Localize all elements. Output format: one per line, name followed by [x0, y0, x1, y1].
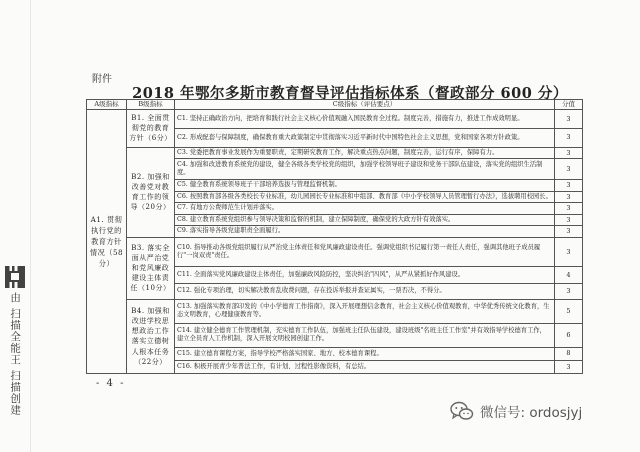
c-level-cell: C11. 全面落实党风廉政建设主体责任，加强廉政风险防控，坚决纠治"四风"，从严从紧抓好作风建设。: [175, 267, 555, 283]
qr-code-icon: [5, 266, 25, 288]
score-cell: 6: [555, 323, 583, 347]
b-level-cell: B3. 落实全面从严治党和党风廉政建设主体责任（10分）: [127, 237, 175, 299]
c-level-cell: C5. 健全教育系统领导班子干部培养选拔与管理监督机制。: [175, 180, 555, 191]
scanner-caption: 由 扫描全能王 扫描创建: [9, 292, 22, 416]
score-cell: 8: [555, 347, 583, 360]
c-level-cell: C16. 积极开展青少年普法工作，有计划、过程性影像资料，有总结。: [175, 360, 555, 373]
score-cell: 3: [555, 360, 583, 373]
document-title: 2018 年鄂尔多斯市教育督导评估指标体系（督政部分 600 分）: [132, 85, 568, 102]
score-cell: 4: [555, 267, 583, 283]
table-row: [87, 110, 583, 129]
a-level-cell: A1. 贯彻执行党的教育方针情况（58分）: [87, 110, 127, 374]
c-level-cell: C15. 建立德育课程方案，指导学校严格落实国家、地方、校本德育课程。: [175, 347, 555, 360]
attachment-label: 附件: [92, 74, 112, 85]
header-a-level: A级指标: [87, 100, 127, 110]
score-cell: 3: [555, 110, 583, 129]
header-b-level: B级指标: [127, 100, 175, 110]
c-level-cell: C12. 强化专项治理，切实解决教育乱收费问题，存在投诉举报并查证属实，一票否决，不得分。: [175, 283, 555, 299]
header-score: 分值: [555, 100, 583, 110]
watermark-text: 微信号: ordosjyj: [480, 405, 583, 421]
c-level-cell: C8. 建立教育系统党组织参与领导决策和监督的机制，建立保障制度，确保党的大政方针有效落实。: [175, 214, 555, 225]
c-level-cell: C4. 加强和改进教育系统党的建设，健全各级各类学校党的组织，加强学校领导班子建设和党务干部队伍建设，落实党的组织生活制度。: [175, 159, 555, 180]
score-cell: 3: [555, 283, 583, 299]
c-level-cell: C1. 坚持正确政治方向，把培育和践行社会主义核心价值观融入国民教育全过程。制度完善，措施有力，推进工作成效明显。: [175, 110, 555, 129]
score-cell: 3: [555, 180, 583, 191]
page-number: - 4 -: [96, 378, 126, 389]
b-level-cell: B2. 加强和改善党对教育工作的领导（20分）: [127, 147, 175, 237]
c-level-cell: C2. 形成配套与保障制度，确保教育重大政策制定中贯彻落实习近平新时代中国特色社会主义思想，党和国家各项方针政策。: [175, 128, 555, 147]
c-level-cell: C6. 按照教育部各级各类校长专业标准，幼儿园园长专业标准和中组部、教育部《中小学校领导人员管理暂行办法》，选拔聘用校园长。: [175, 191, 555, 202]
indicator-table: [86, 99, 583, 374]
c-level-cell: C13. 加强落实教育部印发的《中小学德育工作指南》，深入开展理想信念教育，社会主义核心价值观教育，中华优秀传统文化教育，生态文明教育，心理健康教育等。: [175, 299, 555, 323]
score-cell: 3: [555, 226, 583, 237]
table-header-row: [87, 100, 583, 110]
wechat-watermark: [450, 400, 582, 422]
c-level-cell: C9. 落实指导各级党建职责全面履行。: [175, 226, 555, 237]
score-cell: 3: [555, 159, 583, 180]
score-cell: 5: [555, 299, 583, 323]
wechat-bubble-icon: [450, 400, 474, 422]
b-level-cell: B1. 全面贯彻党的教育方针（6分）: [127, 110, 175, 148]
c-level-cell: C14. 建立健全德育工作管理机制，充实德育工作队伍，加强班主任队伍建设，建设班级"名班主任工作室"并有效指导学校德育工作，建立全员育人工作机制，深入开展文明校园创建工作。: [175, 323, 555, 347]
b-level-cell: B4. 加强和改进学校思想政治工作落实立德树人根本任务（22分）: [127, 299, 175, 373]
table-row: [87, 299, 583, 323]
scan-edge-line: [30, 0, 31, 452]
score-cell: 3: [555, 128, 583, 147]
score-cell: 3: [555, 147, 583, 158]
score-cell: 3: [555, 191, 583, 202]
c-level-cell: C3. 党委把教育事业发展作为重要职责，定期研究教育工作，解决重点热点问题，制度完善，运行有序，保障有力。: [175, 147, 555, 158]
score-cell: 3: [555, 237, 583, 267]
table-row: [87, 147, 583, 158]
header-c-level: C级指标（评估要点）: [175, 100, 555, 110]
table-row: [87, 237, 583, 267]
c-level-cell: C10. 指导推动各级党组织履行从严治党主体责任和党风廉政建设责任。强调党组织书记履行第一责任人责任，强调其他班子成员履行"一岗双责"责任。: [175, 237, 555, 267]
score-cell: 3: [555, 203, 583, 214]
score-cell: 3: [555, 214, 583, 225]
c-level-cell: C7. 有地方公费师范生计划并落实。: [175, 203, 555, 214]
